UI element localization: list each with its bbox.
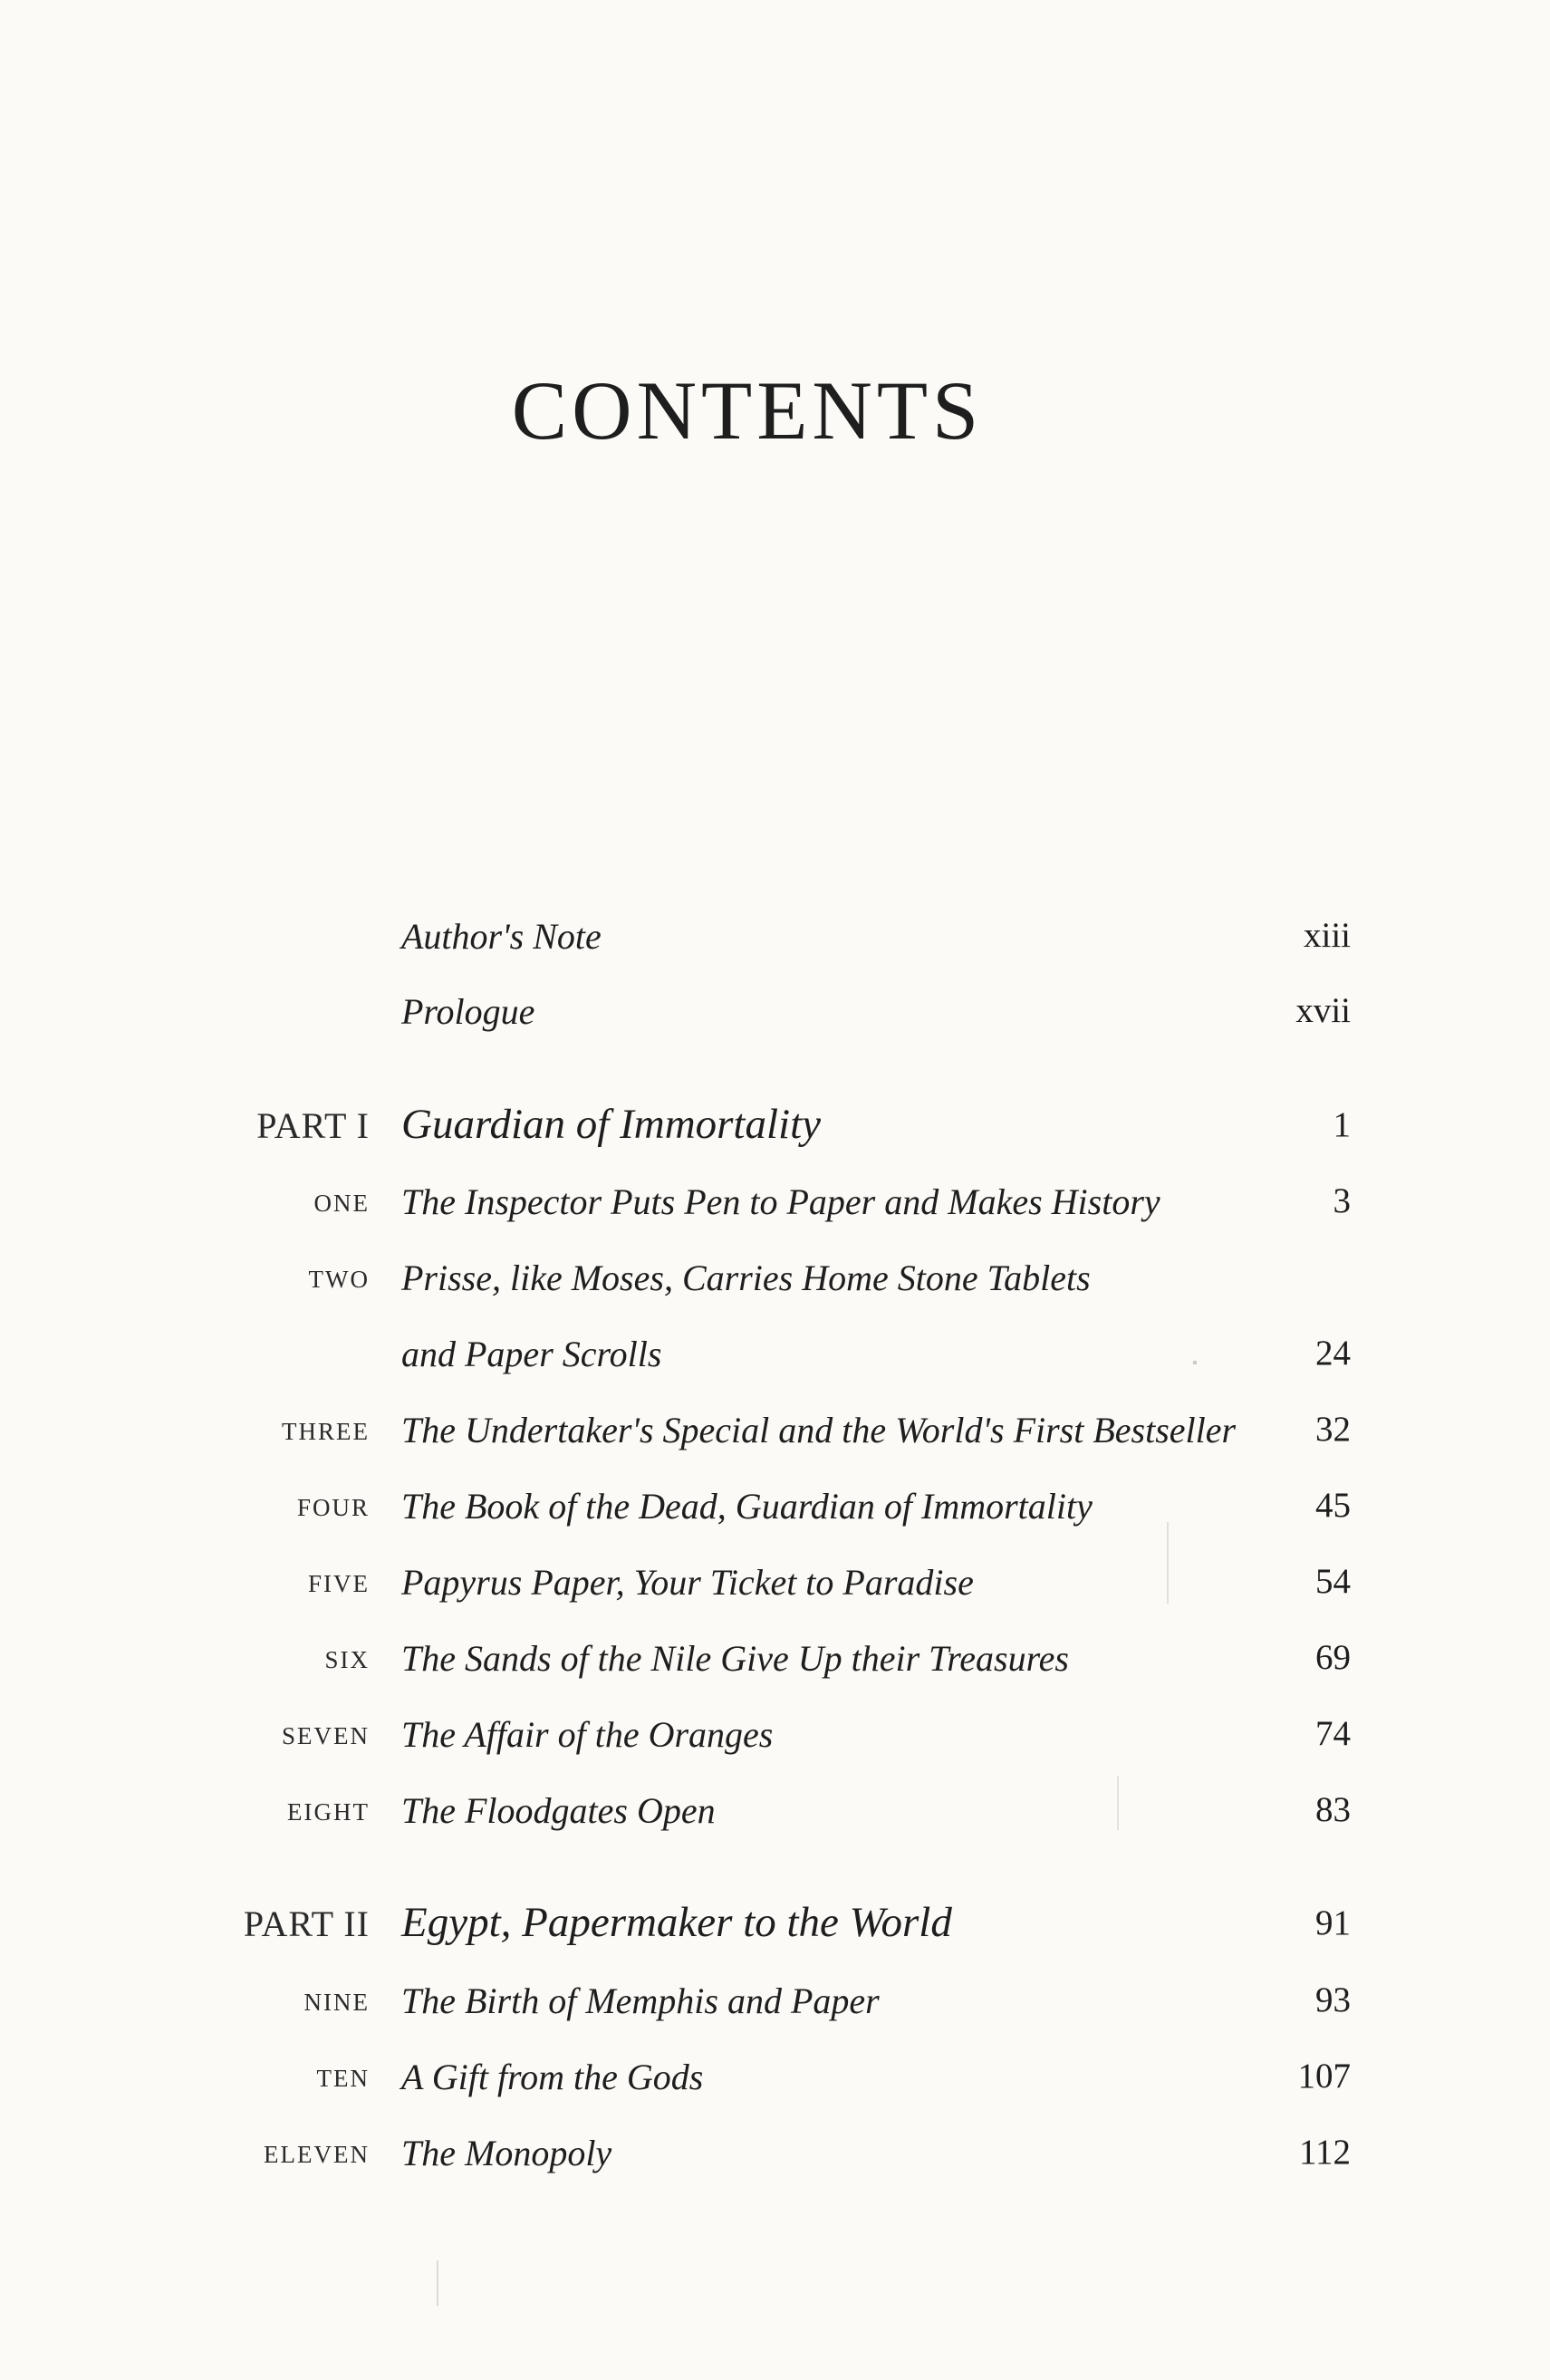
toc-chapter-two-continued[interactable] — [0, 1333, 1550, 1396]
chapter-title: The Monopoly — [401, 2133, 612, 2173]
toc-chapter-one[interactable] — [0, 1180, 1550, 1244]
entry-page: xvii — [1295, 991, 1351, 1030]
chapter-label: nine — [303, 1980, 370, 2019]
toc-chapter-eleven[interactable] — [0, 2132, 1550, 2195]
part-label: PART II — [243, 1903, 370, 1944]
toc-chapter-five[interactable] — [0, 1561, 1550, 1624]
chapter-label: eight — [287, 1790, 370, 1828]
toc-chapter-two[interactable] — [0, 1257, 1550, 1320]
part-page: 1 — [1333, 1105, 1351, 1144]
chapter-page: 107 — [1297, 2057, 1351, 2096]
chapter-title: The Inspector Puts Pen to Paper and Makes History — [401, 1181, 1160, 1222]
part-title: Egypt, Papermaker to the World — [401, 1899, 952, 1946]
scan-mark — [1117, 1776, 1119, 1830]
toc-part-1[interactable] — [0, 1101, 1550, 1168]
chapter-title: The Undertaker's Special and the World's First Bestseller — [401, 1410, 1237, 1450]
chapter-label: ten — [316, 2057, 370, 2095]
part-label: PART I — [256, 1105, 370, 1146]
scan-mark — [1193, 1361, 1197, 1364]
chapter-title: Prisse, like Moses, Carries Home Stone Tablets — [401, 1257, 1091, 1298]
toc-entry-authors-note[interactable] — [0, 915, 1550, 978]
chapter-label: six — [324, 1638, 370, 1676]
chapter-label: eleven — [264, 2133, 370, 2171]
chapter-page: 45 — [1315, 1486, 1351, 1525]
toc-chapter-four[interactable] — [0, 1485, 1550, 1548]
toc-chapter-seven[interactable] — [0, 1713, 1550, 1777]
chapter-page: 83 — [1315, 1790, 1351, 1829]
chapter-label: two — [308, 1257, 370, 1296]
chapter-title: Papyrus Paper, Your Ticket to Paradise — [401, 1562, 974, 1603]
toc-entry-prologue[interactable] — [0, 990, 1550, 1054]
part-title: Guardian of Immortality — [401, 1101, 822, 1148]
chapter-page: 93 — [1315, 1980, 1351, 2019]
chapter-title: The Floodgates Open — [401, 1790, 716, 1831]
chapter-label: seven — [282, 1714, 370, 1752]
chapter-title: A Gift from the Gods — [401, 2057, 704, 2097]
toc-chapter-six[interactable] — [0, 1637, 1550, 1701]
chapter-title: The Book of the Dead, Guardian of Immortality — [401, 1486, 1093, 1527]
toc-chapter-eight[interactable] — [0, 1789, 1550, 1853]
chapter-page: 3 — [1333, 1181, 1351, 1220]
chapter-label: four — [296, 1486, 370, 1524]
entry-title: Prologue — [401, 991, 535, 1032]
chapter-label: three — [282, 1410, 370, 1448]
chapter-title: The Sands of the Nile Give Up their Treasures — [401, 1638, 1069, 1679]
toc-chapter-nine[interactable] — [0, 1980, 1550, 2043]
chapter-page: 32 — [1315, 1410, 1351, 1449]
page-title: CONTENTS — [511, 364, 984, 457]
entry-page: xiii — [1303, 916, 1351, 955]
toc-chapter-three[interactable] — [0, 1409, 1550, 1472]
chapter-title: The Birth of Memphis and Paper — [401, 1980, 880, 2021]
entry-title: Author's Note — [401, 916, 602, 957]
chapter-label: one — [313, 1181, 370, 1219]
scan-mark — [437, 2260, 438, 2306]
chapter-page: 54 — [1315, 1562, 1351, 1601]
part-page: 91 — [1315, 1903, 1351, 1942]
toc-chapter-ten[interactable] — [0, 2056, 1550, 2119]
chapter-page: 24 — [1315, 1334, 1351, 1373]
chapter-page: 112 — [1298, 2133, 1351, 2172]
chapter-page: 69 — [1315, 1638, 1351, 1677]
toc-part-2[interactable] — [0, 1899, 1550, 1966]
chapter-label: five — [308, 1562, 370, 1600]
chapter-page: 74 — [1315, 1714, 1351, 1753]
chapter-title-continued: and Paper Scrolls — [401, 1334, 662, 1374]
scan-mark — [1167, 1522, 1169, 1604]
chapter-title: The Affair of the Oranges — [401, 1714, 774, 1755]
